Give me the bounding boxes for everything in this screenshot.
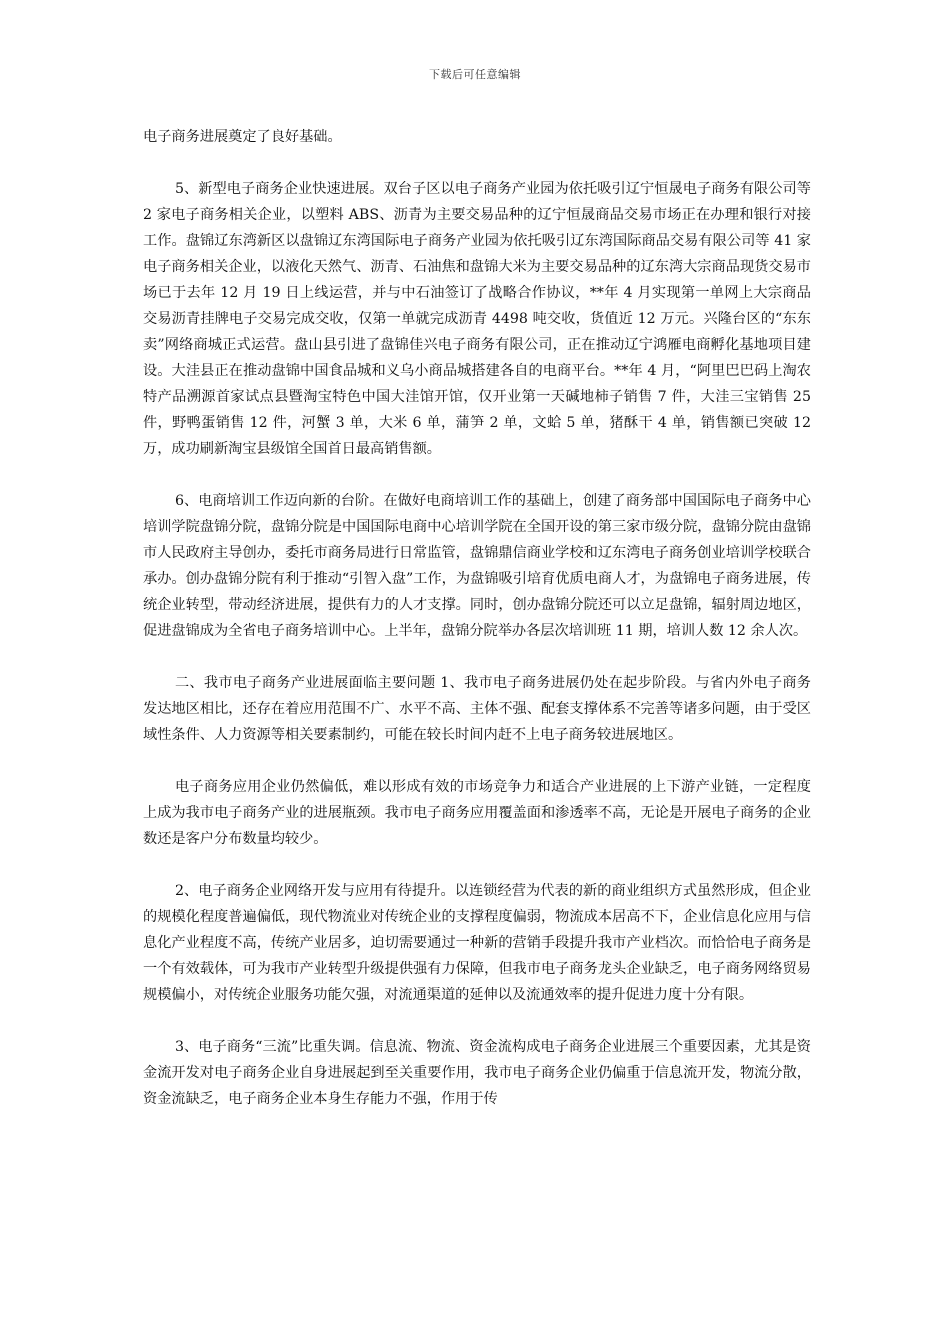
paragraph-ecommerce-enterprises: 5、新型电子商务企业快速进展。双台子区以电子商务产业园为依托吸引辽宁恒晟电子商务有限公司等 2 家电子商务相关企业，以塑料 ABS、沥青为主要交易品种的辽宁恒晟商品交易市场正在办理和银行对接工作。盘锦辽东湾新区以盘锦辽东湾国际电子商务产业园为依托吸引辽东湾国际商品交易有限公司等 41 家电子商务相关企业，以液化天然气、沥青、石油焦和盘锦大米为主要交易品种的辽东湾大宗商品现货交易市场已于去年 12 月 19 日上线运营，并与中石油签订了战略合作协议，**年 4 月实现第一单网上大宗商品交易沥青挂牌电子交易完成交收，仅第一单就完成沥青 4498 吨交收，货值近 12 万元。兴隆台区的“东东卖”网络商城正式运营。盘山县引进了盘锦佳兴电子商务有限公司，正在推动辽宁鸿雁电商孵化基地项目建设。大洼县正在推动盘锦中国食品城和义乌小商品城搭建各自的电商平台。**年 4 月，“阿里巴巴码上淘农特产品溯源首家试点县暨淘宝特色中国大洼馆开馆，仅开业第一天碱地柿子销售 7 件，大洼三宝销售 25 件，野鸭蛋销售 12 件，河蟹 3 单，大米 6 单，蒲笋 2 单，文蛤 5 单，猪酥干 4 单，销售额已突破 12 万，成功刷新淘宝县级馆全国首日最高销售额。	[143, 181, 811, 457]
paragraph-network-development: 2、电子商务企业网络开发与应用有待提升。以连锁经营为代表的新的商业组织方式虽然形成，但企业的规模化程度普遍偏低，现代物流业对传统企业的支撑程度偏弱，物流成本居高不下，企业信息化应用与信息化产业程度不高，传统产业居多，迫切需要通过一种新的营销手段提升我市产业档次。而恰恰电子商务是一个有效载体，可为我市产业转型升级提供强有力保障，但我市电子商务龙头企业缺乏，电子商务网络贸易规模偏小，对传统企业服务功能欠强，对流通渠道的延伸以及流通效率的提升促进力度十分有限。	[143, 883, 811, 1003]
paragraph-ecommerce-training: 6、电商培训工作迈向新的台阶。在做好电商培训工作的基础上，创建了商务部中国国际电子商务中心培训学院盘锦分院，盘锦分院是中国国际电商中心培训学院在全国开设的第三家市级分院，盘锦分院由盘锦市人民政府主导创办，委托市商务局进行日常监管，盘锦鼎信商业学校和辽东湾电子商务创业培训学校联合承办。创办盘锦分院有利于推动“引智入盘”工作，为盘锦吸引培育优质电商人才，为盘锦电子商务进展，传统企业转型，带动经济进展，提供有力的人才支撑。同时，创办盘锦分院还可以立足盘锦，辐射周边地区，促进盘锦成为全省电子商务培训中心。上半年，盘锦分院举办各层次培训班 11 期，培训人数 12 余人次。	[143, 493, 811, 639]
paragraph-three-flows: 3、电子商务“三流”比重失调。信息流、物流、资金流构成电子商务企业进展三个重要因素，尤其是资金流开发对电子商务企业自身进展起到至关重要作用，我市电子商务企业仍偏重于信息流开发，物流分散，资金流缺乏，电子商务企业本身生存能力不强，作用于传	[143, 1039, 811, 1107]
paragraph-application-enterprises: 电子商务应用企业仍然偏低，难以形成有效的市场竞争力和适合产业进展的上下游产业链，一定程度上成为我市电子商务产业的进展瓶颈。我市电子商务应用覆盖面和渗透率不高，无论是开展电子商务的企业数还是客户分布数量均较少。	[143, 779, 811, 847]
paragraph-continuation: 电子商务进展奠定了良好基础。	[143, 129, 342, 145]
paragraph-main-problems: 二、我市电子商务产业进展面临主要问题 1、我市电子商务进展仍处在起步阶段。与省内外电子商务发达地区相比，还存在着应用范围不广、水平不高、主体不强、配套支撑体系不完善等诸多问题，由于受区域性条件、人力资源等相关要素制约，可能在较长时间内赶不上电子商务较进展地区。	[143, 675, 811, 743]
document-body	[143, 124, 811, 1138]
page-header: 下载后可任意编辑	[429, 68, 521, 81]
